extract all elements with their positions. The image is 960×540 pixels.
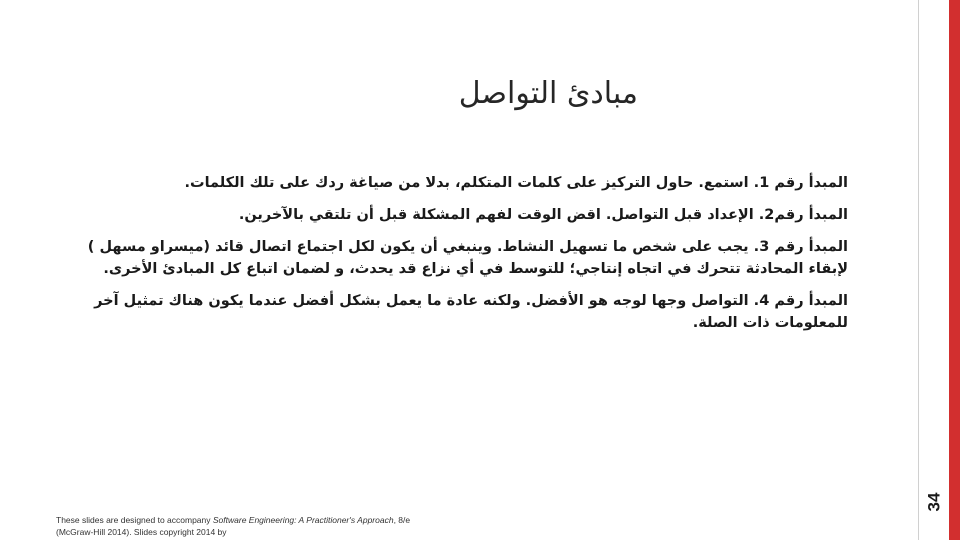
side-bar [918, 0, 950, 540]
slide-title: مبادئ التواصل [458, 76, 638, 111]
footer-suffix: , 8/e (McGraw-Hill 2014). Slides copyright 2014 by [56, 515, 411, 537]
principle-4: المبدأ رقم 4. التواصل وجها لوجه هو الأفضل. ولكنه عادة ما يعمل بشكل أفضل عندما يكون هناك تمثيل آخر للمعلومات ذات الصلة. [94, 293, 848, 331]
footer-book-title: Software Engineering: A Practitioner's Approach [212, 515, 394, 525]
principles-list [58, 172, 848, 344]
principle-3: المبدأ رقم 3. يجب على شخص ما تسهيل النشاط. وينبغي أن يكون لكل اجتماع اتصال قائد (ميسراو مسهل ) لإبقاء المحادثة تتحرك في اتجاه إنتاجي؛ للتوسط في أي نزاع قد يحدث، و لضمان اتباع كل المبادئ الأخرى. [87, 239, 848, 277]
accent-strip [949, 0, 960, 540]
page-number-label: 34 [923, 492, 943, 512]
principle-2: المبدأ رقم2. الإعداد قبل التواصل. اقض الوقت لفهم المشكلة قبل أن تلتقي بالآخرين. [238, 207, 848, 223]
page-number [920, 480, 948, 524]
footer-prefix: These slides are designed to accompany [56, 515, 213, 525]
principle-1: المبدأ رقم 1. استمع. حاول التركيز على كلمات المتكلم، بدلا من صياغة ردك على تلك الكلمات. [184, 175, 848, 191]
copyright-footer [56, 515, 416, 538]
